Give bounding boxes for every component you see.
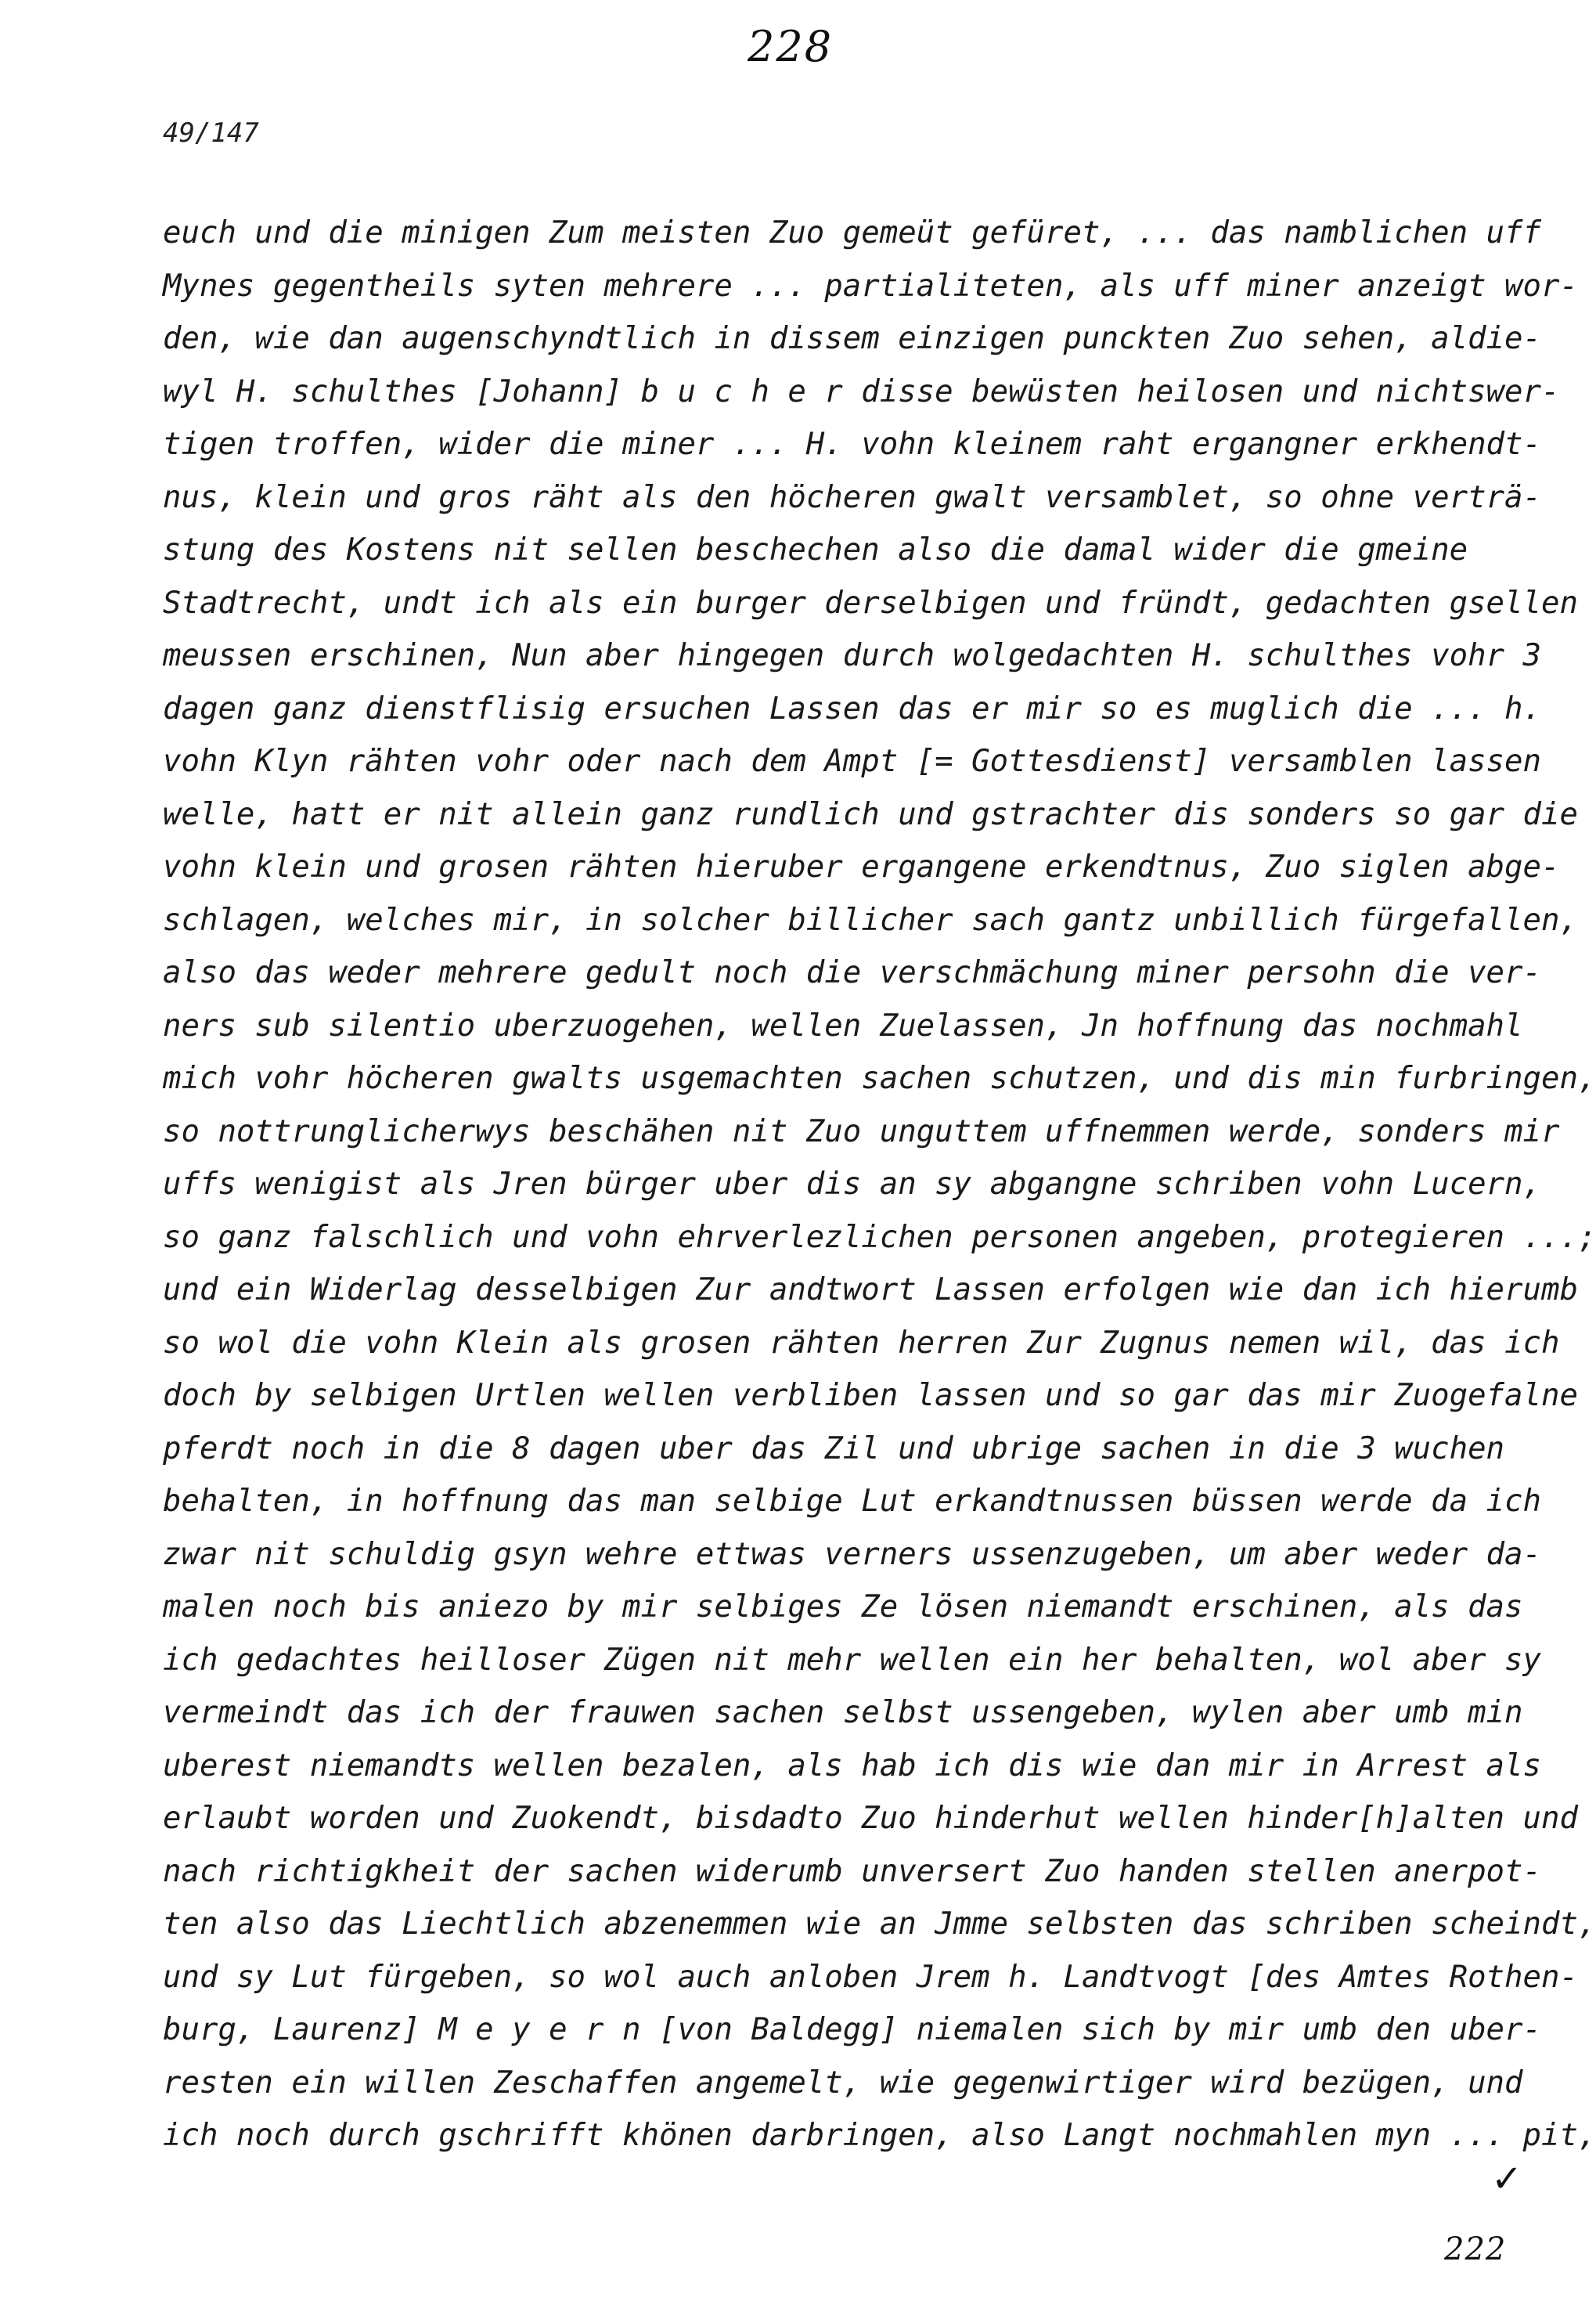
text-line: mich vohr höcheren gwalts usgemachten sachen schutzen, und dis min furbringen, — [163, 1061, 1596, 1096]
text-line: erlaubt worden und Zuokendt, bisdadto Zuo hinderhut wellen hinder[h]alten und — [163, 1801, 1578, 1836]
text-line: so ganz falschlich und vohn ehrverlezlichen personen angeben, protegieren ...; — [163, 1219, 1596, 1255]
text-line: malen noch bis aniezo by mir selbiges Ze lösen niemandt erschinen, als das — [163, 1589, 1523, 1625]
text-line: doch by selbigen Urtlen wellen verbliben lassen und so gar das mir Zuogefalne — [163, 1378, 1578, 1413]
text-line: nach richtigkheit der sachen widerumb unversert Zuo handen stellen anerpot- — [163, 1853, 1541, 1889]
document-reference: 49/147 — [163, 117, 259, 149]
text-line: ten also das Liechtlich abzenemmen wie an Jmme selbsten das schriben scheindt, — [163, 1906, 1596, 1942]
text-line: wyl H. schulthes [Johann] b u c h e r disse bewüsten heilosen und nichtswer- — [163, 373, 1560, 409]
text-line: uberest niemandts wellen bezalen, als hab ich dis wie dan mir in Arrest als — [163, 1747, 1541, 1783]
text-line: und sy Lut fürgeben, so wol auch anloben Jrem h. Landtvogt [des Amtes Rothen- — [163, 1959, 1578, 1995]
text-line: Stadtrecht, undt ich als ein burger derselbigen und fründt, gedachten gsellen — [163, 585, 1578, 621]
text-line: ners sub silentio uberzuogehen, wellen Zuelassen, Jn hoffnung das nochmahl — [163, 1008, 1523, 1044]
text-line: pferdt noch in die 8 dagen uber das Zil und ubrige sachen in die 3 wuchen — [163, 1430, 1505, 1466]
text-line: meussen erschinen, Nun aber hingegen durch wolgedachten H. schulthes vohr 3 — [163, 638, 1541, 673]
text-line: uffs wenigist als Jren bürger uber dis an sy abgangne schriben vohn Lucern, — [163, 1167, 1541, 1202]
check-mark-icon: ✓ — [1491, 2157, 1523, 2201]
text-line: also das weder mehrere gedult noch die verschmächung miner persohn die ver- — [163, 955, 1541, 990]
text-line: so wol die vohn Klein als grosen rähten herren Zur Zugnus nemen wil, das ich — [163, 1325, 1560, 1361]
text-line: vohn klein und grosen rähten hieruber ergangene erkendtnus, Zuo siglen abge- — [163, 849, 1560, 885]
text-line: ich noch durch gschrifft khönen darbringen, also Langt nochmahlen myn ... pit, — [163, 2118, 1596, 2153]
text-line: nus, klein und gros räht als den höcheren gwalt versamblet, so ohne verträ- — [163, 479, 1541, 515]
text-line: den, wie dan augenschyndtlich in dissem einzigen punckten Zuo sehen, aldie- — [163, 321, 1541, 356]
text-line: zwar nit schuldig gsyn wehre ettwas verners ussenzugeben, um aber weder da- — [163, 1536, 1541, 1572]
text-line: burg, Laurenz] M e y e r n [von Baldegg] niemalen sich by mir umb den uber- — [163, 2012, 1541, 2047]
text-line: Mynes gegentheils syten mehrere ... partialiteten, als uff miner anzeigt wor- — [163, 268, 1578, 304]
text-line: ich gedachtes heilloser Zügen nit mehr wellen ein her behalten, wol aber sy — [163, 1642, 1541, 1678]
handwritten-page-number: 228 — [748, 22, 834, 71]
text-line: vermeindt das ich der frauwen sachen selbst ussengeben, wylen aber umb min — [163, 1695, 1523, 1730]
text-line: euch und die minigen Zum meisten Zuo gemeüt gefüret, ... das namblichen uff — [163, 215, 1541, 251]
text-line: resten ein willen Zeschaffen angemelt, wie gegenwirtiger wird bezügen, und — [163, 2065, 1523, 2101]
text-line: behalten, in hoffnung das man selbige Lut erkandtnussen büssen werde da ich — [163, 1484, 1541, 1519]
text-line: dagen ganz dienstflisig ersuchen Lassen das er mir so es muglich die ... h. — [163, 691, 1541, 727]
handwritten-folio-number: 222 — [1444, 2231, 1507, 2267]
text-line: vohn Klyn rähten vohr oder nach dem Ampt [= Gottesdienst] versamblen lassen — [163, 744, 1541, 779]
text-line: stung des Kostens nit sellen beschechen also die damal wider die gmeine — [163, 532, 1468, 568]
transcription-body — [163, 207, 1596, 2162]
text-line: schlagen, welches mir, in solcher billicher sach gantz unbillich fürgefallen, — [163, 902, 1578, 938]
text-line: welle, hatt er nit allein ganz rundlich und gstrachter dis sonders so gar die — [163, 796, 1578, 832]
text-line: so nottrunglicherwys beschähen nit Zuo unguttem uffnemmen werde, sonders mir — [163, 1113, 1560, 1149]
text-line: tigen troffen, wider die miner ... H. vohn kleinem raht ergangner erkhendt- — [163, 427, 1541, 462]
text-line: und ein Widerlag desselbigen Zur andtwort Lassen erfolgen wie dan ich hierumb — [163, 1272, 1578, 1307]
